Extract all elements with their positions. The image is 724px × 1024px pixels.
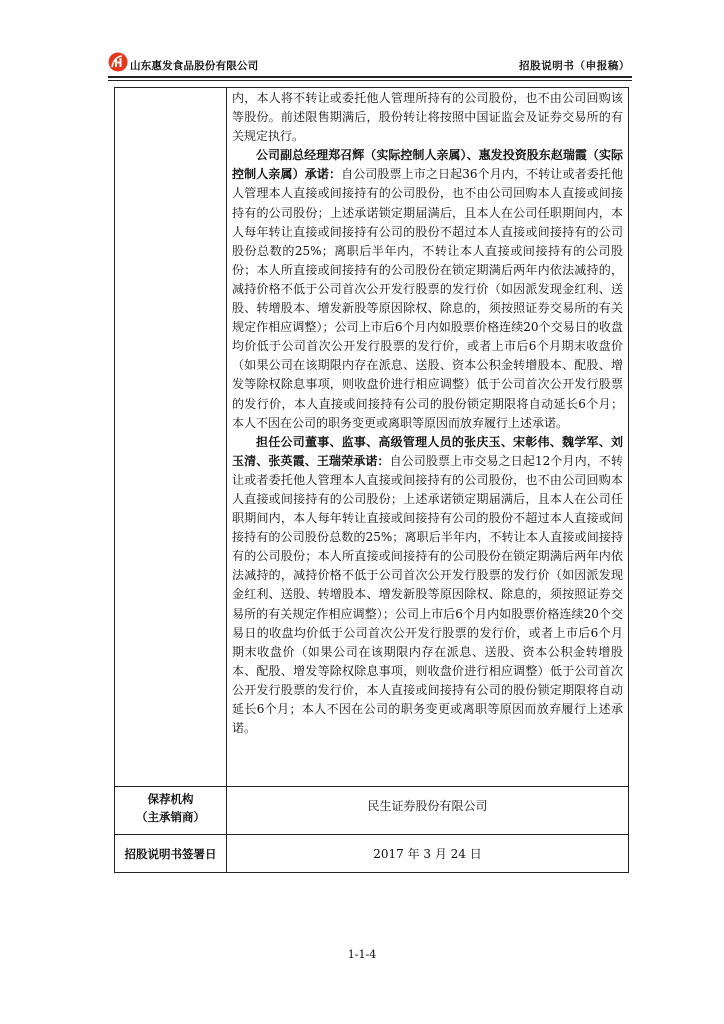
sponsor-label-line2: （主承销商） [136, 810, 205, 824]
commitment-cell [232, 89, 623, 738]
row-divider [115, 834, 628, 835]
page-number: 1-1-4 [347, 948, 377, 961]
commitment-paragraph-2 [232, 146, 623, 432]
header-rule [108, 76, 632, 78]
column-divider [226, 88, 227, 872]
signing-date-value: 2017 年 3 月 24 日 [373, 847, 482, 861]
sponsor-label [115, 790, 226, 826]
commitment-2-heading: 公司副总经理郑召辉（实际控制人亲属）、惠发投资股东赵瑞霞（实际控制人亲属）承诺： [232, 148, 623, 182]
summary-table [114, 87, 629, 873]
commitment-3-body: 自公司股票上市交易之日起12个月内，不转让或者委托他人管理本人直接或间接持有的公司股份，也不由公司回购本人直接或间接持有的公司股份；上述承诺锁定期届满后，且本人在公司任职期间内，本人每年转让直接或间接持有公司的股份不超过本人直接或间接持有的公司股份总数的25%；离职后半年内，不转让本人直接或间接持有的公司股份；本人所直接或间接持有的公司股份在锁定期满后两年内依法减持的，减持价格不低于公司首次公开发行股票的发行价（如因派发现金红利、送股、转增股本、增发新股等原因除权、除息的，须按照证券交易所的有关规定作相应调整）；公司上市后6个月内如股票价格连续20个交易日的收盘均价低于公司首次公开发行股票的发行价，或者上市后6个月期末收盘价（如果公司在该期限内存在派息、送股、资本公积金转增股本、配股、增发等除权除息事项，则收盘价进行相应调整）低于公司首次公开发行股票的发行价，本人直接或间接持有公司的股份锁定期限将自动延长6个月；本人不因在公司的职务变更或离职等原因而放弃履行上述承诺。 [232, 453, 623, 736]
page-header [108, 48, 632, 78]
commitment-3-heading: 担任公司董事、监事、高级管理人员的张庆玉、宋彰伟、魏学军、刘玉清、张英霞、王瑞荣承诺： [232, 434, 623, 468]
signing-date-label: 招股说明书签署日 [124, 847, 217, 861]
commitment-2-body: 自公司股票上市之日起36个月内，不转让或者委托他人管理本人直接或间接持有的公司股份，也不由公司回购本人直接或间接持有的公司股份；上述承诺锁定期届满后，且本人在公司任职期间内，本人每年转让直接或间接持有公司的股份不超过本人直接或间接持有的公司股份总数的25%；离职后半年内，不转让本人直接或间接持有的公司股份；本人所直接或间接持有的公司股份在锁定期满后两年内依法减持的，减持价格不低于公司首次公开发行股票的发行价（如因派发现金红利、送股、转增股本、增发新股等原因除权、除息的，须按照证券交易所的有关规定作相应调整）；公司上市后6个月内如股票价格连续20个交易日的收盘均价低于公司首次公开发行股票的发行价，或者上市后6个月期末收盘价（如果公司在该期限内存在派息、送股、资本公积金转增股本、配股、增发等除权除息事项，则收盘价进行相应调整）低于公司首次公开发行股票的发行价，本人直接或间接持有公司的股份锁定期限将自动延长6个月；本人不因在公司的职务变更或离职等原因而放弃履行上述承诺。 [232, 167, 623, 430]
sponsor-value: 民生证券股份有限公司 [367, 799, 488, 813]
company-name: 山东惠发食品股份有限公司 [130, 60, 259, 72]
company-logo-icon [108, 52, 128, 72]
row-divider [115, 786, 628, 787]
commitment-paragraph-3 [232, 433, 623, 739]
sponsor-label-line1: 保荐机构 [147, 792, 194, 806]
header-rule-thin [108, 80, 632, 81]
commitment-paragraph-1: 内，本人将不转让或委托他人管理所持有的公司股份，也不由公司回购该等股份。前述限售期满后，股份转让将按照中国证监会及证券交易所的有关规定执行。 [232, 91, 623, 144]
document-title: 招股说明书（申报稿） [519, 60, 630, 72]
